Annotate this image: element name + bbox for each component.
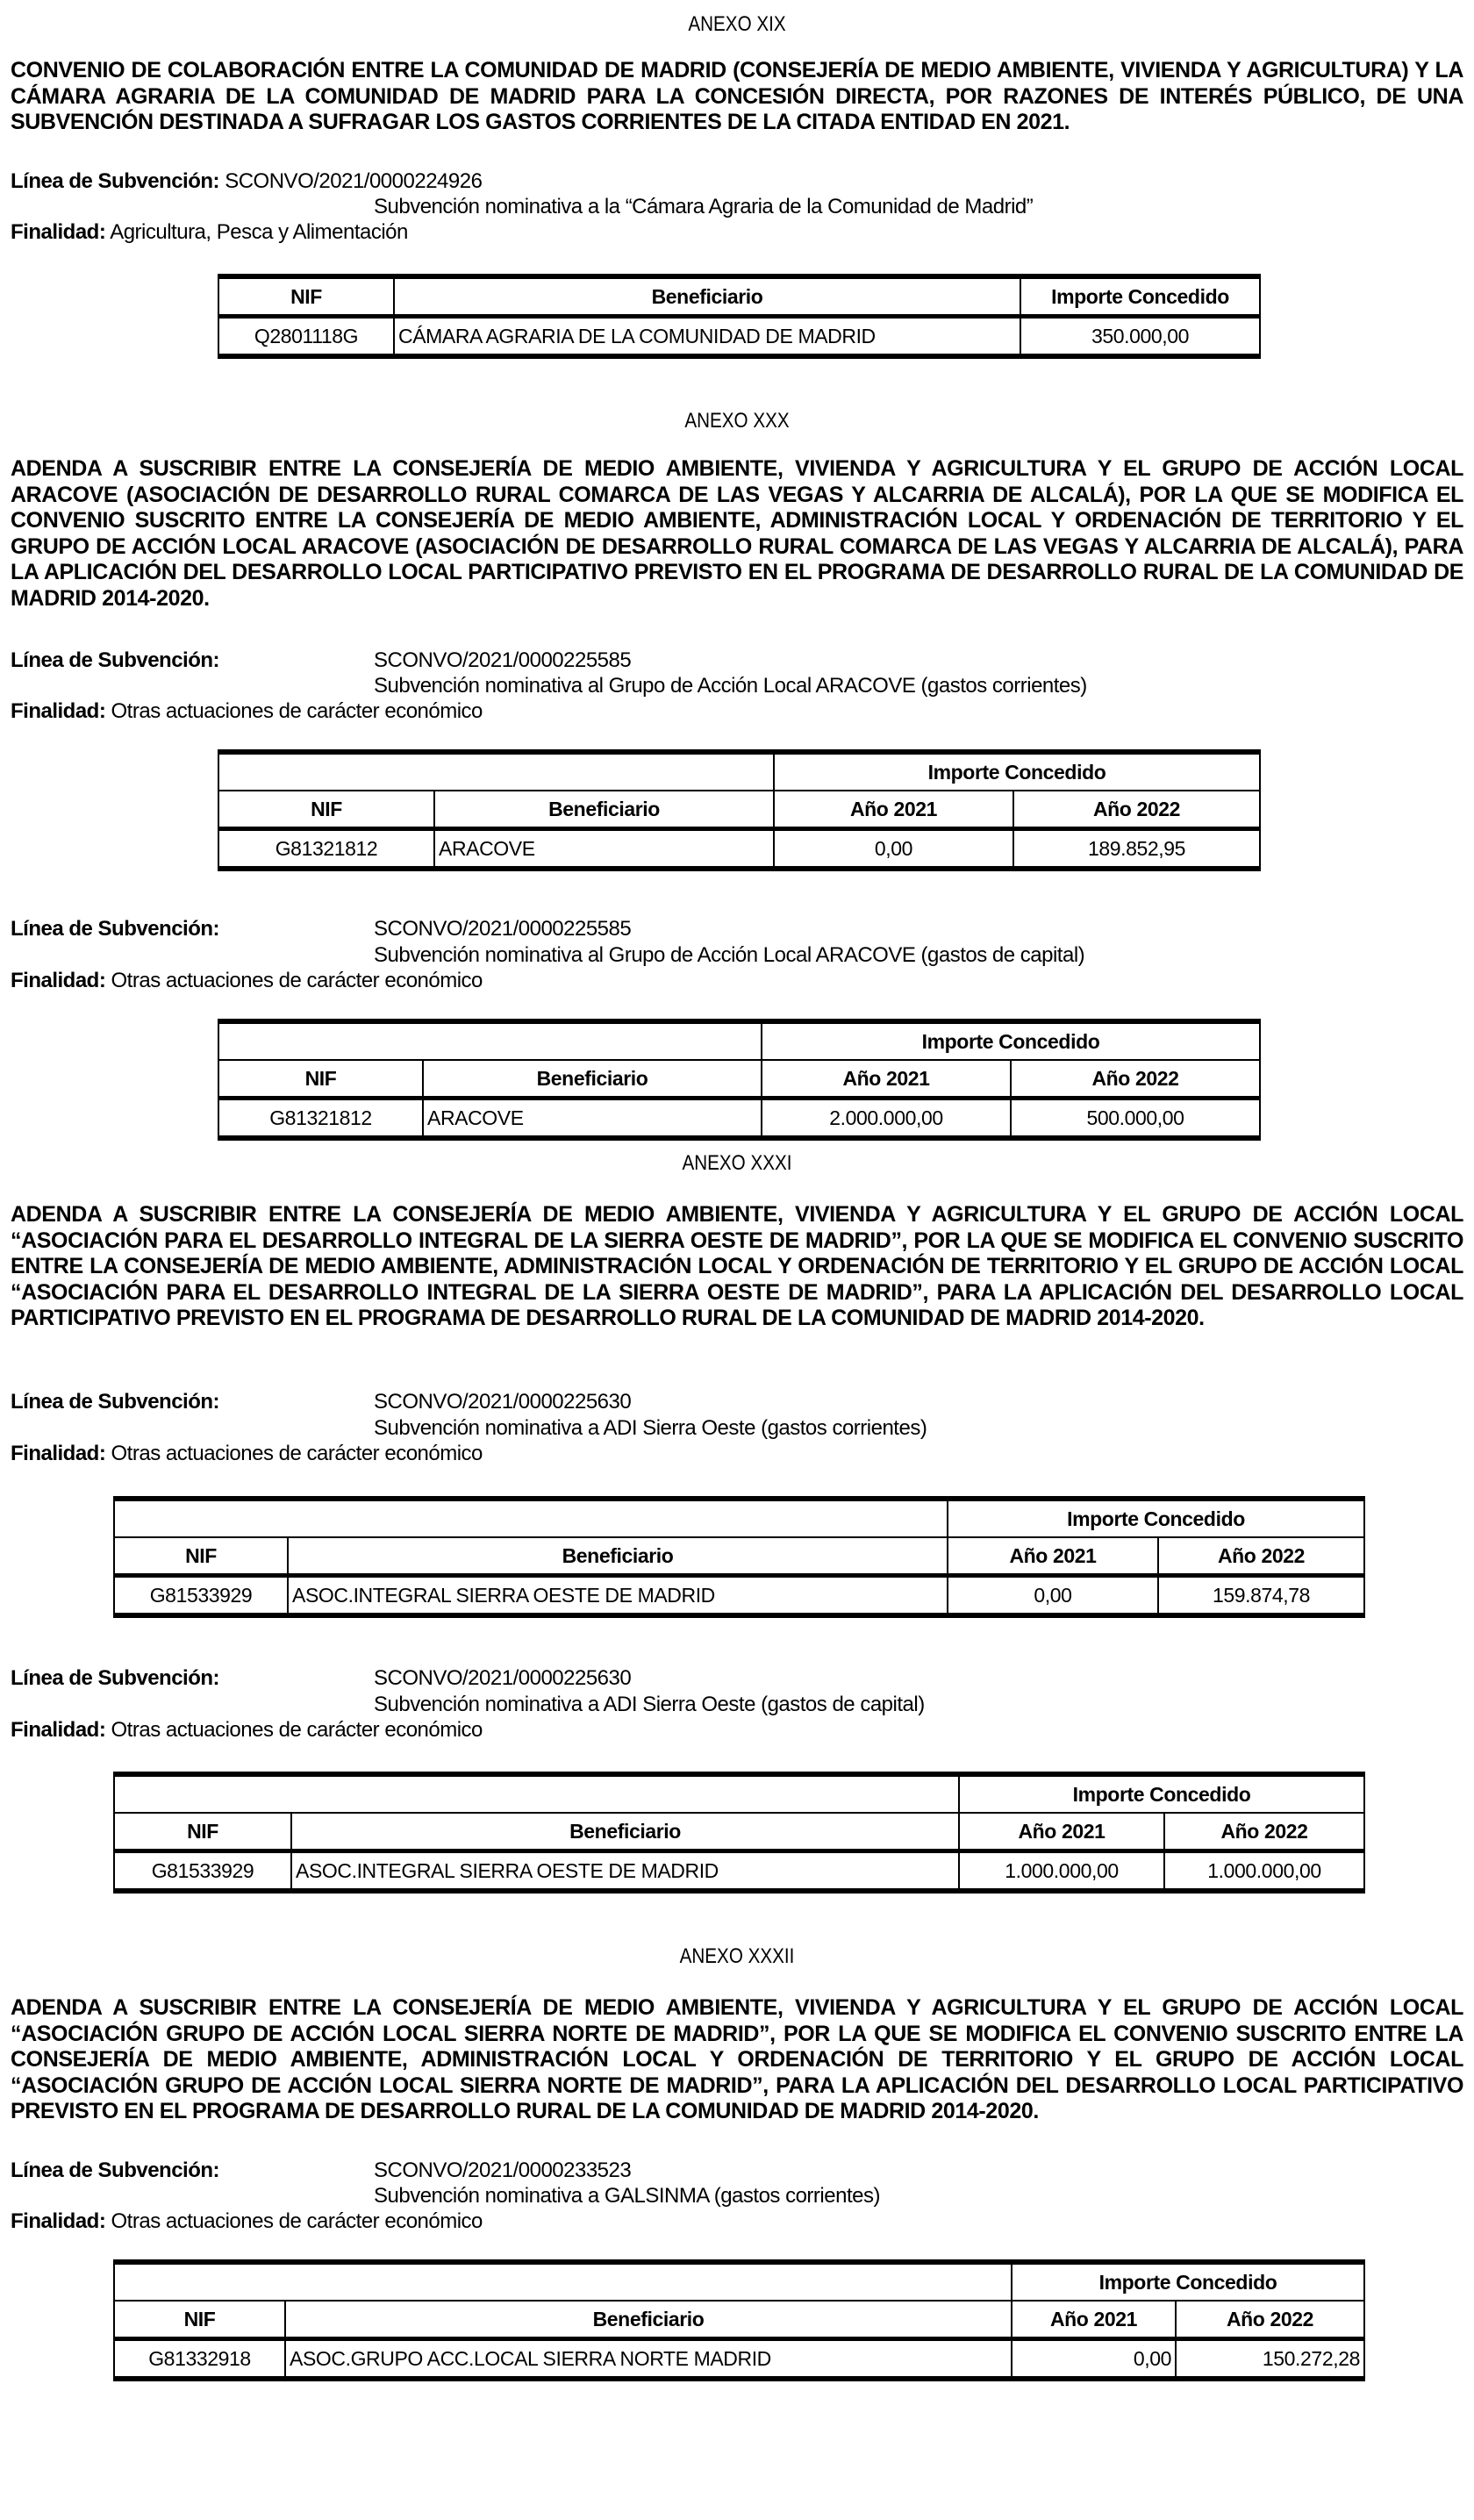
cell-year-2021: 0,00 [1012, 2339, 1176, 2380]
beneficiary-table [113, 1496, 1365, 1618]
cell-nif: G81533929 [114, 1851, 291, 1892]
linea-subvencion [11, 2158, 219, 2184]
col-header-nif: NIF [218, 1060, 423, 1099]
cell-year-2022: 150.272,28 [1176, 2339, 1364, 2380]
finalidad [11, 968, 483, 994]
linea-label: Línea de Subvención: [11, 1666, 220, 1690]
blank-header-cell [218, 752, 774, 791]
cell-beneficiario: ARACOVE [434, 829, 774, 870]
linea-label: Línea de Subvención: [11, 648, 220, 672]
group-header-importe: Importe Concedido [948, 1499, 1364, 1537]
linea-description: Subvención nominativa al Grupo de Acción Local ARACOVE (gastos corrientes) [374, 674, 1087, 698]
beneficiary-table [218, 1019, 1261, 1141]
table-header-row [218, 791, 1260, 829]
linea-label: Línea de Subvención: [11, 169, 220, 193]
linea-label: Línea de Subvención: [11, 2158, 220, 2182]
cell-beneficiario: ASOC.INTEGRAL SIERRA OESTE DE MADRID [288, 1576, 948, 1616]
col-header-nif: NIF [114, 1813, 291, 1851]
blank-header-cell [114, 2262, 1012, 2301]
group-header-importe: Importe Concedido [959, 1774, 1364, 1813]
table-group-header-row [114, 2262, 1364, 2301]
finalidad-label: Finalidad: [11, 969, 106, 992]
group-header-importe: Importe Concedido [1012, 2262, 1364, 2301]
finalidad-value: Otras actuaciones de carácter económico [111, 1442, 483, 1465]
col-header-nif: NIF [114, 1537, 288, 1576]
cell-year-2022: 189.852,95 [1013, 829, 1260, 870]
cell-year-2022: 500.000,00 [1011, 1099, 1260, 1139]
table-group-header-row [218, 752, 1260, 791]
col-header-year-2022: Año 2022 [1158, 1537, 1364, 1576]
cell-beneficiario: ASOC.INTEGRAL SIERRA OESTE DE MADRID [291, 1851, 959, 1892]
col-header-year-2022: Año 2022 [1176, 2301, 1364, 2339]
col-header-year-2021: Año 2021 [1012, 2301, 1176, 2339]
finalidad-label: Finalidad: [11, 2209, 106, 2233]
linea-description: Subvención nominativa al Grupo de Acción Local ARACOVE (gastos de capital) [374, 943, 1085, 967]
cell-year-2021: 1.000.000,00 [959, 1851, 1164, 1892]
table-row [114, 1576, 1364, 1616]
col-header-nif: NIF [218, 791, 434, 829]
table-header-row [114, 1813, 1364, 1851]
table-row [218, 829, 1260, 870]
linea-code: SCONVO/2021/0000225630 [374, 1666, 632, 1690]
finalidad [11, 1441, 483, 1467]
linea-code: SCONVO/2021/0000225585 [374, 917, 632, 941]
cell-nif: G81533929 [114, 1576, 288, 1616]
col-header-importe: Importe Concedido [1020, 276, 1260, 317]
cell-year-2021: 2.000.000,00 [762, 1099, 1011, 1139]
finalidad-value: Agricultura, Pesca y Alimentación [110, 220, 408, 244]
col-header-year-2022: Año 2022 [1013, 791, 1260, 829]
table-header-row [218, 276, 1260, 317]
table-group-header-row [114, 1774, 1364, 1813]
section-heading: ADENDA A SUSCRIBIR ENTRE LA CONSEJERÍA DE MEDIO AMBIENTE, VIVIENDA Y AGRICULTURA Y EL GRUPO DE ACCIÓN LOCAL ARACOVE (ASOCIACIÓN DE DESARROLLO RURAL COMARCA DE LAS VEGAS Y ALCARRIA DE ALCALÁ), POR LA QUE SE MODIFICA EL CONVENIO SUSCRITO ENTRE LA CONSEJERÍA DE MEDIO AMBIENTE, ADMINISTRACIÓN LOCAL Y ORDENACIÓN DE TERRITORIO Y EL GRUPO DE ACCIÓN LOCAL ARACOVE (ASOCIACIÓN DE DESARROLLO RURAL COMARCA DE LAS VEGAS Y ALCARRIA DE ALCALÁ), PARA LA APLICACIÓN DEL DESARROLLO LOCAL PARTICIPATIVO PREVISTO EN EL PROGRAMA DE DESARROLLO RURAL DE LA COMUNIDAD DE MADRID 2014-2020. [11, 456, 1463, 611]
group-header-importe: Importe Concedido [774, 752, 1260, 791]
section-heading: ADENDA A SUSCRIBIR ENTRE LA CONSEJERÍA DE MEDIO AMBIENTE, VIVIENDA Y AGRICULTURA Y EL GRUPO DE ACCIÓN LOCAL “ASOCIACIÓN GRUPO DE ACCIÓN LOCAL SIERRA NORTE DE MADRID”, POR LA QUE SE MODIFICA EL CONVENIO SUSCRITO ENTRE LA CONSEJERÍA DE MEDIO AMBIENTE, ADMINISTRACIÓN LOCAL Y ORDENACIÓN DE TERRITORIO Y EL GRUPO DE ACCIÓN LOCAL “ASOCIACIÓN GRUPO DE ACCIÓN LOCAL SIERRA NORTE DE MADRID”, PARA LA APLICACIÓN DEL DESARROLLO LOCAL PARTICIPATIVO PREVISTO EN EL PROGRAMA DE DESARROLLO RURAL DE LA COMUNIDAD DE MADRID 2014-2020. [11, 1995, 1463, 2123]
blank-header-cell [114, 1774, 959, 1813]
linea-subvencion [11, 648, 219, 674]
anexo-title: ANEXO XIX [688, 12, 786, 36]
cell-importe: 350.000,00 [1020, 317, 1260, 357]
table-header-row [114, 2301, 1364, 2339]
col-header-beneficiario: Beneficiario [423, 1060, 762, 1099]
col-header-beneficiario: Beneficiario [291, 1813, 959, 1851]
col-header-year-2021: Año 2021 [762, 1060, 1011, 1099]
linea-subvencion [11, 916, 219, 942]
cell-nif: G81332918 [114, 2339, 285, 2380]
table-row [114, 1851, 1364, 1892]
linea-code: SCONVO/2021/0000233523 [374, 2158, 632, 2182]
table-header-row [218, 1060, 1260, 1099]
cell-beneficiario: ARACOVE [423, 1099, 762, 1139]
finalidad-value: Otras actuaciones de carácter económico [111, 699, 483, 723]
col-header-beneficiario: Beneficiario [285, 2301, 1012, 2339]
finalidad-value: Otras actuaciones de carácter económico [111, 1718, 483, 1742]
linea-label: Línea de Subvención: [11, 917, 220, 941]
finalidad-value: Otras actuaciones de carácter económico [111, 2209, 483, 2233]
table-header-row [114, 1537, 1364, 1576]
linea-code: SCONVO/2021/0000225585 [374, 648, 632, 672]
linea-description: Subvención nominativa a la “Cámara Agraria de la Comunidad de Madrid” [374, 195, 1034, 218]
linea-description: Subvención nominativa a ADI Sierra Oeste (gastos corrientes) [374, 1416, 927, 1440]
linea-subvencion [11, 1665, 219, 1692]
cell-year-2021: 0,00 [948, 1576, 1158, 1616]
cell-nif: G81321812 [218, 829, 434, 870]
linea-label: Línea de Subvención: [11, 1390, 220, 1414]
linea-subvencion [11, 168, 482, 195]
cell-beneficiario: ASOC.GRUPO ACC.LOCAL SIERRA NORTE MADRID [285, 2339, 1012, 2380]
col-header-year-2022: Año 2022 [1011, 1060, 1260, 1099]
cell-nif: Q2801118G [218, 317, 394, 357]
cell-nif: G81321812 [218, 1099, 423, 1139]
table-row [218, 317, 1260, 357]
finalidad-label: Finalidad: [11, 699, 106, 723]
linea-description: Subvención nominativa a ADI Sierra Oeste (gastos de capital) [374, 1693, 925, 1716]
col-header-beneficiario: Beneficiario [434, 791, 774, 829]
section-heading: ADENDA A SUSCRIBIR ENTRE LA CONSEJERÍA DE MEDIO AMBIENTE, VIVIENDA Y AGRICULTURA Y EL GRUPO DE ACCIÓN LOCAL “ASOCIACIÓN PARA EL DESARROLLO INTEGRAL DE LA SIERRA OESTE DE MADRID”, POR LA QUE SE MODIFICA EL CONVENIO SUSCRITO ENTRE LA CONSEJERÍA DE MEDIO AMBIENTE, ADMINISTRACIÓN LOCAL Y ORDENACIÓN DE TERRITORIO Y EL GRUPO DE ACCIÓN LOCAL “ASOCIACIÓN PARA EL DESARROLLO INTEGRAL DE LA SIERRA OESTE DE MADRID”, PARA LA APLICACIÓN DEL DESARROLLO LOCAL PARTICIPATIVO PREVISTO EN EL PROGRAMA DE DESARROLLO RURAL DE LA COMUNIDAD DE MADRID 2014-2020. [11, 1202, 1463, 1330]
cell-year-2021: 0,00 [774, 829, 1013, 870]
cell-beneficiario: CÁMARA AGRARIA DE LA COMUNIDAD DE MADRID [394, 317, 1020, 357]
beneficiary-table [218, 274, 1261, 359]
table-row [114, 2339, 1364, 2380]
anexo-title: ANEXO XXXII [679, 1944, 795, 1968]
beneficiary-table [218, 749, 1261, 871]
anexo-title: ANEXO XXX [684, 409, 790, 433]
col-header-beneficiario: Beneficiario [288, 1537, 948, 1576]
finalidad [11, 2209, 483, 2235]
col-header-year-2022: Año 2022 [1164, 1813, 1364, 1851]
section-heading: CONVENIO DE COLABORACIÓN ENTRE LA COMUNIDAD DE MADRID (CONSEJERÍA DE MEDIO AMBIENTE, VIVIENDA Y AGRICULTURA) Y LA CÁMARA AGRARIA DE LA COMUNIDAD DE MADRID PARA LA CONCESIÓN DIRECTA, POR RAZONES DE INTERÉS PÚBLICO, DE UNA SUBVENCIÓN DESTINADA A SUFRAGAR LOS GASTOS CORRIENTES DE LA CITADA ENTIDAD EN 2021. [11, 58, 1463, 134]
col-header-nif: NIF [218, 276, 394, 317]
table-group-header-row [218, 1021, 1260, 1060]
linea-code: SCONVO/2021/0000225630 [374, 1390, 632, 1414]
col-header-year-2021: Año 2021 [774, 791, 1013, 829]
anexo-title: ANEXO XXXI [682, 1151, 792, 1175]
blank-header-cell [114, 1499, 948, 1537]
beneficiary-table [113, 2259, 1365, 2381]
linea-description: Subvención nominativa a GALSINMA (gastos corrientes) [374, 2184, 880, 2208]
col-header-year-2021: Año 2021 [948, 1537, 1158, 1576]
cell-year-2022: 159.874,78 [1158, 1576, 1364, 1616]
finalidad [11, 698, 483, 725]
linea-code: SCONVO/2021/0000224926 [225, 169, 483, 193]
finalidad-label: Finalidad: [11, 1442, 106, 1465]
table-row [218, 1099, 1260, 1139]
col-header-year-2021: Año 2021 [959, 1813, 1164, 1851]
group-header-importe: Importe Concedido [762, 1021, 1260, 1060]
finalidad-label: Finalidad: [11, 1718, 106, 1742]
col-header-nif: NIF [114, 2301, 285, 2339]
cell-year-2022: 1.000.000,00 [1164, 1851, 1364, 1892]
finalidad-value: Otras actuaciones de carácter económico [111, 969, 483, 992]
table-group-header-row [114, 1499, 1364, 1537]
blank-header-cell [218, 1021, 762, 1060]
beneficiary-table [113, 1772, 1365, 1894]
col-header-beneficiario: Beneficiario [394, 276, 1020, 317]
finalidad [11, 219, 408, 246]
finalidad-label: Finalidad: [11, 220, 106, 244]
finalidad [11, 1717, 483, 1743]
linea-subvencion [11, 1389, 219, 1415]
